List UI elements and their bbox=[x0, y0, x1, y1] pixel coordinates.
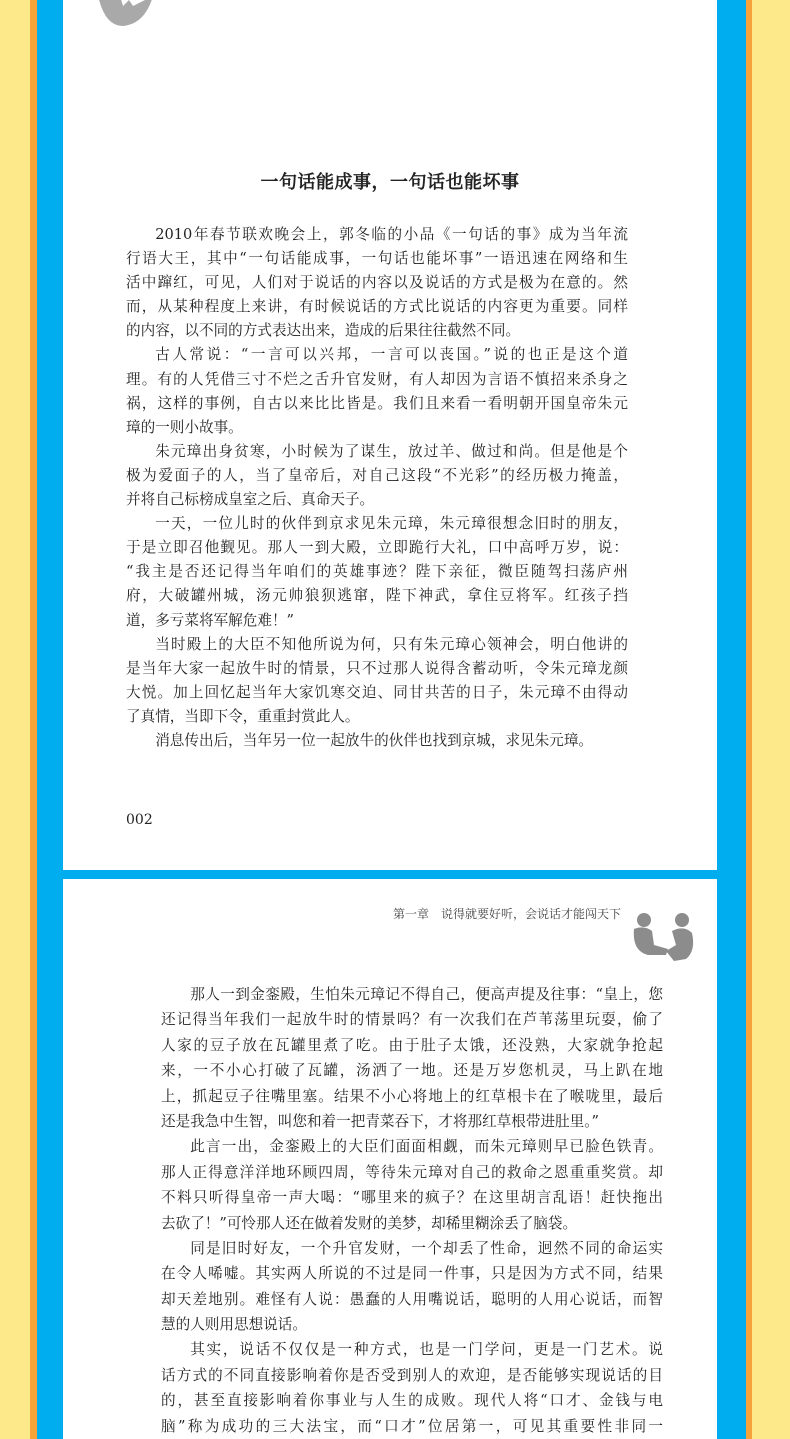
text-line: 道，多亏菜将军解危难！” bbox=[126, 611, 294, 629]
text-line: 祸，这样的事例，自古以来比比皆是。我们且来看一看明朝开国皇帝朱元 bbox=[126, 394, 628, 412]
text-line: 话方式的不同直接影响着你是否受到别人的欢迎，是否能够实现说话的目 bbox=[161, 1366, 663, 1384]
handshake-silhouette-icon bbox=[628, 911, 698, 963]
text-line: 一天，一位儿时的伙伴到京求见朱元璋，朱元璋很想念旧时的朋友， bbox=[155, 515, 628, 533]
text-line: 慧的人则用思想说话。 bbox=[161, 1316, 307, 1334]
text-line: 璋的一则小故事。 bbox=[126, 418, 243, 436]
text-line: 人家的豆子放在瓦罐里煮了吃。由于肚子太饿，还没熟，大家就争抢起 bbox=[161, 1036, 663, 1054]
text-line: 2010年春节联欢晚会上，郭冬临的小品《一句话的事》成为当年流 bbox=[155, 226, 628, 243]
text-line: 的内容，以不同的方式表达出来，造成的后果往往截然不同。 bbox=[126, 322, 521, 340]
text-line: 消息传出后，当年另一位一起放牛的伙伴也找到京城，求见朱元璋。 bbox=[155, 731, 594, 749]
right-blue-stripe bbox=[717, 0, 746, 1439]
left-orange-stripe bbox=[30, 0, 37, 1439]
text-line: “我主是否还记得当年咱们的英雄事迹？陛下亲征，微臣随驾扫荡庐州 bbox=[126, 563, 628, 581]
text-line: 那人一到金銮殿，生怕朱元璋记不得自己，便高声提及往事：“皇上，您 bbox=[190, 986, 663, 1003]
text-line: 来，一不小心打破了瓦罐，汤洒了一地。还是万岁您机灵，马上趴在地 bbox=[161, 1062, 663, 1080]
text-line: 不料只听得皇帝一声大喝：“哪里来的疯子？在这里胡言乱语！赶快拖出 bbox=[161, 1189, 663, 1207]
text-line: 于是立即召他觐见。那人一到大殿，立即跪行大礼，口中高呼万岁，说： bbox=[126, 539, 628, 557]
text-line: 脑”称为成功的三大法宝，而“口才”位居第一，可见其重要性非同一 bbox=[161, 1417, 663, 1435]
text-line: 此言一出，金銮殿上的大臣们面面相觑，而朱元璋则早已脸色铁青。 bbox=[190, 1138, 663, 1156]
text-line: 是当年大家一起放牛时的情景，只不过那人说得含蓄动听，令朱元璋龙颜 bbox=[126, 659, 628, 677]
text-line: 理。有的人凭借三寸不烂之舌升官发财，有人却因为言语不慎招来杀身之 bbox=[126, 370, 628, 388]
text-line: 极为爱面子的人，当了皇帝后，对自己这段“不光彩”的经历极力掩盖， bbox=[126, 466, 628, 484]
chapter-section-title: 一句话能成事，一句话也能坏事 bbox=[260, 172, 520, 193]
text-line: 那人正得意洋洋地环顾四周，等待朱元璋对自己的救命之恩重重奖赏。却 bbox=[161, 1163, 663, 1181]
text-line: 并将自己标榜成皇室之后、真命天子。 bbox=[126, 491, 375, 509]
text-line: 却天差地别。难怪有人说：愚蠢的人用嘴说话，聪明的人用心说话，而智 bbox=[161, 1290, 663, 1308]
header-silhouette-icon bbox=[93, 0, 157, 28]
page1-body-text bbox=[126, 223, 628, 753]
text-line: 上，抓起豆子往嘴里塞。结果不小心将地上的红草根卡在了喉咙里，最后 bbox=[161, 1087, 663, 1105]
text-line: 去砍了！”可怜那人还在做着发财的美梦，却稀里糊涂丢了脑袋。 bbox=[161, 1214, 578, 1232]
text-line: 当时殿上的大臣不知他所说为何，只有朱元璋心领神会，明白他讲的 bbox=[155, 635, 628, 653]
page-number: 002 bbox=[126, 812, 153, 828]
book-page-002 bbox=[63, 0, 717, 870]
page2-body-text bbox=[161, 982, 663, 1439]
text-line: 的，甚至直接影响着你事业与人生的成败。现代人将“口才、金钱与电 bbox=[161, 1392, 663, 1410]
right-orange-stripe bbox=[746, 0, 752, 1439]
text-line: 而，从某种程度上来讲，有时候说话的方式比说话的内容更为重要。同样 bbox=[126, 298, 628, 316]
left-blue-stripe bbox=[37, 0, 63, 1439]
running-header: 第一章 说得就要好听，会说话才能闯天下 bbox=[393, 907, 622, 921]
text-line: 其实，说话不仅仅是一种方式，也是一门学问，更是一门艺术。说 bbox=[190, 1341, 663, 1359]
page-divider-band bbox=[63, 870, 717, 879]
text-line: 古人常说：“一言可以兴邦，一言可以丧国。”说的也正是这个道 bbox=[155, 346, 628, 364]
text-line: 还是我急中生智，叫您和着一把青菜吞下，才将那红草根带进肚里。” bbox=[161, 1112, 599, 1130]
text-line: 行语大王，其中“一句话能成事，一句话也能坏事”一语迅速在网络和生 bbox=[126, 250, 628, 268]
text-line: 府，大破罐州城，汤元帅狼狈逃窜，陛下神武，拿住豆将军。红孩子挡 bbox=[126, 587, 628, 605]
text-line: 了真情，当即下令，重重封赏此人。 bbox=[126, 707, 360, 725]
book-page-003 bbox=[63, 879, 717, 1439]
text-line: 在令人唏嘘。其实两人所说的不过是同一件事，只是因为方式不同，结果 bbox=[161, 1265, 663, 1283]
text-line: 活中蹿红，可见，人们对于说话的内容以及说话的方式是极为在意的。然 bbox=[126, 274, 628, 292]
text-line: 同是旧时好友，一个升官发财，一个却丢了性命，迥然不同的命运实 bbox=[190, 1239, 663, 1257]
text-line: 朱元璋出身贫寒，小时候为了谋生，放过羊、做过和尚。但是他是个 bbox=[155, 442, 628, 460]
text-line: 还记得当年我们一起放牛时的情景吗？有一次我们在芦苇荡里玩耍，偷了 bbox=[161, 1011, 663, 1029]
text-line: 大悦。加上回忆起当年大家饥寒交迫、同甘共苦的日子，朱元璋不由得动 bbox=[126, 683, 628, 701]
